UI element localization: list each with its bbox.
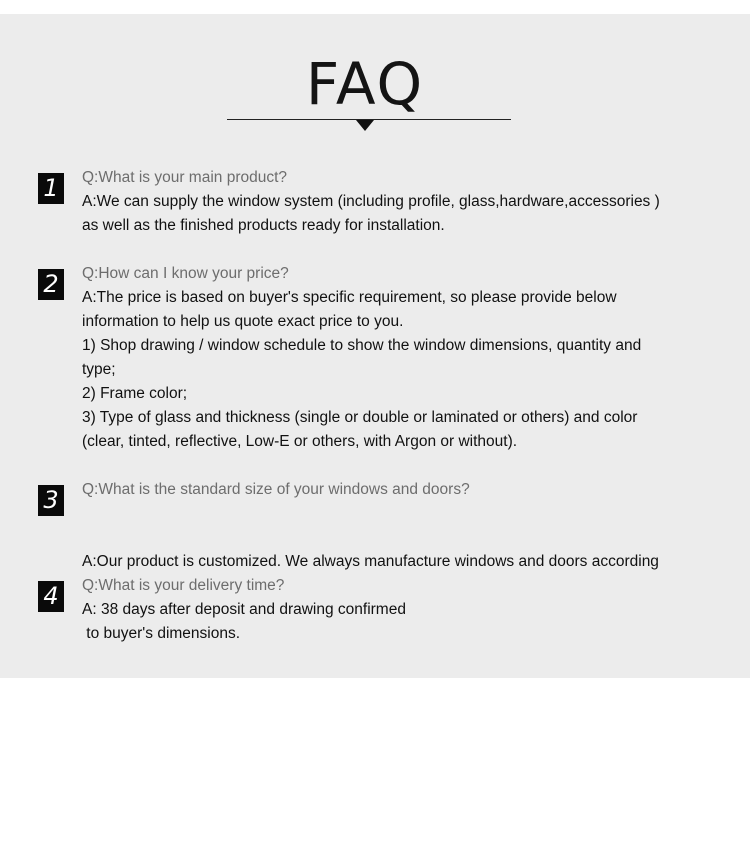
page-title: FAQ	[305, 50, 425, 118]
faq-panel	[0, 14, 750, 678]
faq-number-badge: 2	[38, 269, 64, 300]
faq-answer-line: as well as the finished products ready for installation.	[82, 217, 445, 234]
faq-answer-line: 2) Frame color;	[82, 385, 188, 402]
faq-number-badge: 3	[38, 485, 64, 516]
faq-answer-line: 3) Type of glass and thickness (single or double or laminated or others) and color	[82, 409, 638, 426]
faq-question: Q:What is the standard size of your windows and doors?	[82, 481, 470, 498]
faq-answer-line: A:Our product is customized. We always manufacture windows and doors according	[82, 553, 659, 570]
faq-number-badge: 1	[38, 173, 64, 204]
faq-question: Q:What is your main product?	[82, 169, 288, 186]
faq-answer	[82, 598, 406, 622]
faq-question: Q:How can I know your price?	[82, 265, 289, 282]
faq-question: Q:What is your delivery time?	[82, 577, 285, 594]
faq-answer-line: (clear, tinted, reflective, Low-E or others, with Argon or without).	[82, 433, 518, 450]
faq-answer-line: 1) Shop drawing / window schedule to show the window dimensions, quantity and	[82, 337, 642, 354]
faq-number-badge: 4	[38, 581, 64, 612]
faq-answer-line: information to help us quote exact price to you.	[82, 313, 404, 330]
caret-down-icon	[356, 120, 374, 131]
faq-answer-line: type;	[82, 361, 116, 378]
faq-answer	[82, 286, 641, 454]
faq-answer-line: to buyer's dimensions.	[82, 625, 241, 642]
faq-answer-line: A:We can supply the window system (including profile, glass,hardware,accessories )	[82, 193, 660, 210]
faq-answer	[82, 190, 660, 238]
faq-answer-line: A:The price is based on buyer's specific requirement, so please provide below	[82, 289, 617, 306]
faq-answer-line: A: 38 days after deposit and drawing confirmed	[82, 601, 406, 618]
